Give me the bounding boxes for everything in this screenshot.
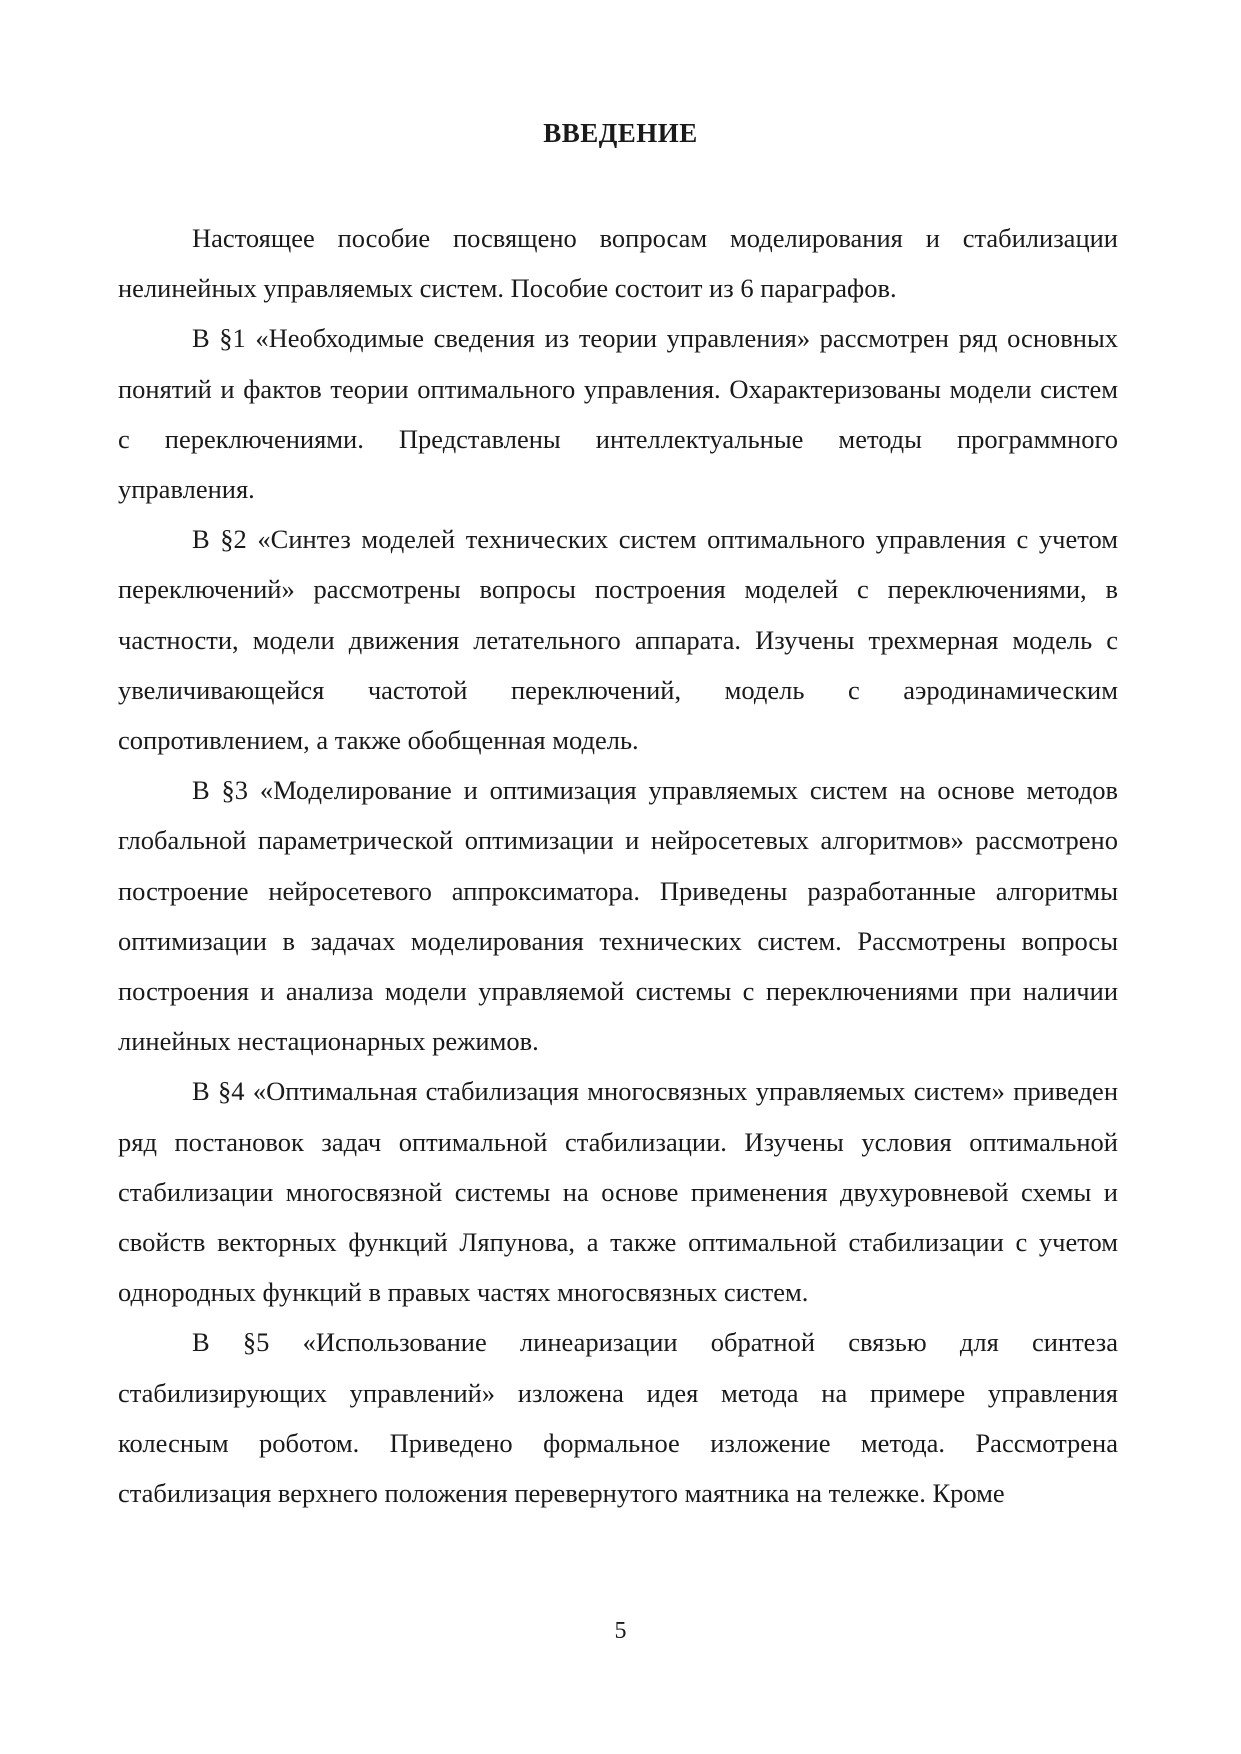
page-number: 5 (614, 1618, 627, 1644)
paragraph-intro: Настоящее пособие посвящено вопросам моделирования и стабилизации нелинейных управляемых систем. Пособие состоит из 6 параграфов. (118, 223, 1118, 304)
section-title: ВВЕДЕНИЕ (543, 118, 698, 148)
paragraph-section-5: В §5 «Использование линеаризации обратной связью для синтеза стабилизирующих управлений» изложена идея метода на примере управления колесным роботом. Приведено формальное изложение метода. Рассмотрена стабилизация верхнего положения перевернутого маятника на тележке. Кроме (118, 1327, 1118, 1509)
paragraph-section-1: В §1 «Необходимые сведения из теории управления» рассмотрен ряд основных понятий и фактов теории оптимального управления. Охарактеризованы модели систем с переключениями. Представлены интеллектуальные методы программного управления. (118, 323, 1118, 505)
paragraph-section-3: В §3 «Моделирование и оптимизация управляемых систем на основе методов глобальной параметрической оптимизации и нейросетевых алгоритмов» рассмотрено построение нейросетевого аппроксиматора. Приведены разработанные алгоритмы оптимизации в задачах моделирования технических систем. Рассмотрены вопросы построения и анализа модели управляемой системы с переключениями при наличии линейных нестационарных режимов. (118, 775, 1118, 1057)
paragraph-section-4: В §4 «Оптимальная стабилизация многосвязных управляемых систем» приведен ряд постановок задач оптимальной стабилизации. Изучены условия оптимальной стабилизации многосвязной системы на основе применения двухуровневой схемы и свойств векторных функций Ляпунова, а также оптимальной стабилизации с учетом однородных функций в правых частях многосвязных систем. (118, 1076, 1118, 1308)
paragraph-section-2: В §2 «Синтез моделей технических систем оптимального управления с учетом переключений» рассмотрены вопросы построения моделей с переключениями, в частности, модели движения летательного аппарата. Изучены трехмерная модель с увеличивающейся частотой переключений, модель с аэродинамическим сопротивлением, а также обобщенная модель. (118, 524, 1118, 756)
document-body (118, 213, 1118, 1518)
